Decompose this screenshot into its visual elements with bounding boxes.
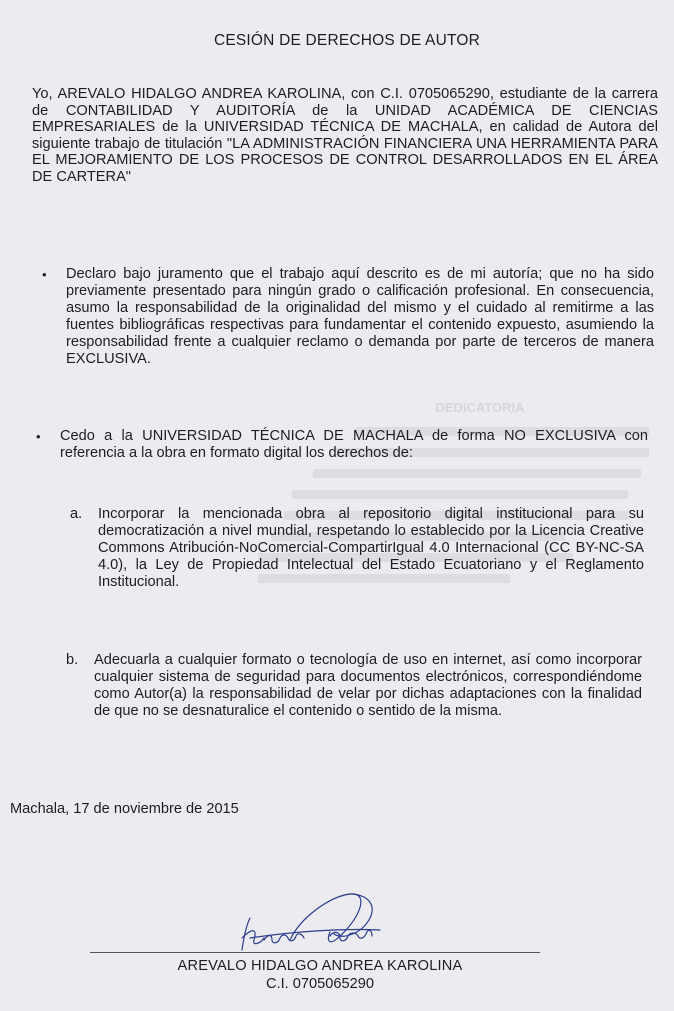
subitem-text: Incorporar la mencionada obra al repositorio digital institucional para su democratización a nivel mundial, respetando lo establecido por la Licencia Creative Commons Atribución-NoComercial-CompartirIgual 4.0 Internacional (CC BY-NC-SA 4.0), la Ley de Propiedad Intelectual del Estado Ecuatoriano y el Reglamento Institucional. bbox=[98, 506, 644, 590]
declaration-bullet bbox=[42, 266, 654, 368]
document-title: CESIÓN DE DERECHOS DE AUTOR bbox=[213, 32, 481, 49]
bullet-marker: • bbox=[42, 267, 47, 282]
signature-line bbox=[90, 952, 540, 953]
subitem-a bbox=[70, 506, 644, 591]
cession-bullet bbox=[36, 428, 648, 462]
subitem-b bbox=[66, 652, 642, 720]
signer-id: C.I. 0705065290 bbox=[266, 976, 374, 992]
declaration-text: Declaro bajo juramento que el trabajo aquí descrito es de mi autoría; que no ha sido previamente presentado para ningún grado o calificación profesional. En consecuencia, asumo la responsabilidad de la originalidad del mismo y el cuidado al remitirme a las fuentes bibliográficas respectivas para fundamentar el contenido expuesto, asumiendo la responsabilidad frente a cualquier reclamo o demanda por parte de terceros de manera EXCLUSIVA. bbox=[66, 266, 654, 367]
intro-paragraph: Yo, AREVALO HIDALGO ANDREA KAROLINA, con C.I. 0705065290, estudiante de la carrera de CONTABILIDAD Y AUDITORÍA de la UNIDAD ACADÉMICA DE CIENCIAS EMPRESARIALES de la UNIVERSIDAD TÉCNICA DE MACHALA, en calidad de Autora del siguiente trabajo de titulación "LA ADMINISTRACIÓN FINANCIERA UNA HERRAMIENTA PARA EL MEJORAMIENTO DE LOS PROCESOS DE CONTROL DESARROLLADOS EN EL ÁREA DE CARTERA" bbox=[32, 86, 658, 185]
bleed-through-line bbox=[292, 490, 628, 499]
cession-text: Cedo a la UNIVERSIDAD TÉCNICA DE MACHALA de forma NO EXCLUSIVA con referencia a la obra en formato digital los derechos de: bbox=[60, 428, 648, 461]
bleed-through-line bbox=[313, 469, 641, 478]
handwritten-signature bbox=[230, 888, 390, 958]
subitem-label: a. bbox=[70, 506, 83, 522]
bleed-through-heading: DEDICATORIA bbox=[435, 400, 525, 415]
place-date: Machala, 17 de noviembre de 2015 bbox=[10, 801, 239, 817]
subitem-label: b. bbox=[66, 652, 79, 668]
signer-name: AREVALO HIDALGO ANDREA KAROLINA bbox=[177, 958, 463, 974]
subitem-text: Adecuarla a cualquier formato o tecnología de uso en internet, así como incorporar cualquier sistema de seguridad para documentos electrónicos, correspondiéndome como Autor(a) la responsabilidad de velar por dichas adaptaciones con la finalidad de que no se desnaturalice el contenido o sentido de la misma. bbox=[94, 652, 642, 719]
bullet-marker: • bbox=[36, 429, 41, 444]
